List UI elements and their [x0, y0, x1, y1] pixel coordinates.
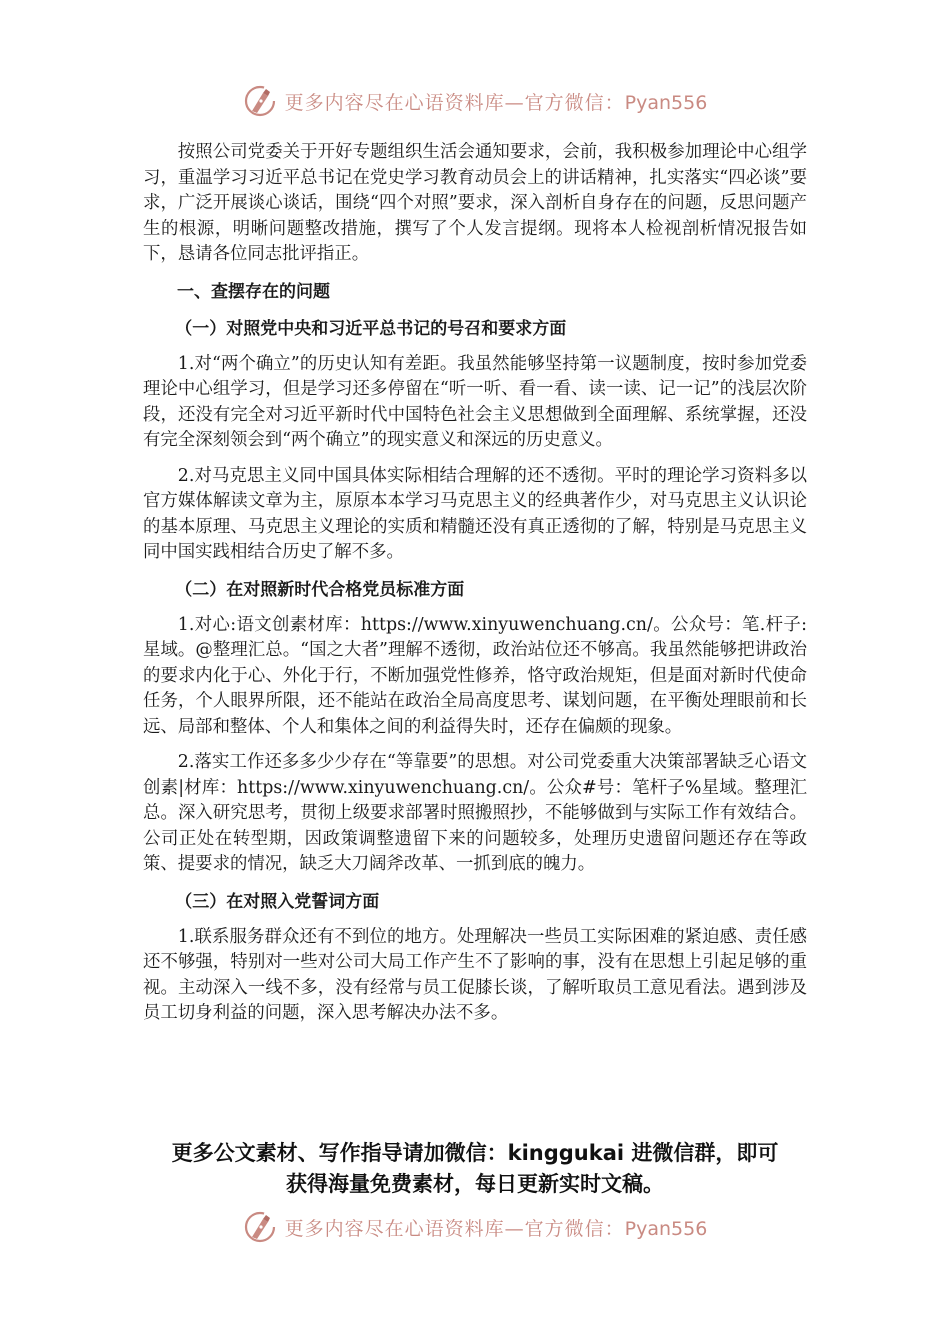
body-paragraph: 2.对马克思主义同中国具体实际相结合理解的还不透彻。平时的理论学习资料多以官方媒体解读文章为主，原原本本学习马克思主义的经典著作少，对马克思主义认识论的基本原理、马克思主义理论的实质和精髓还没有真正透彻的了解，特别是马克思主义同中国实践相结合历史了解不多。	[143, 465, 807, 562]
body-paragraph: 1.联系服务群众还有不到位的地方。处理解决一些员工实际困难的紧迫感、责任感还不够强，特别对一些对公司大局工作产生不了影响的事，没有在思想上引起足够的重视。主动深入一线不多，没有经常与员工促膝长谈，了解听取员工意见看法。遇到涉及员工切身利益的问题，深入思考解决办法不多。	[143, 926, 807, 1023]
body-paragraph: 1.对“两个确立”的历史认知有差距。我虽然能够坚持第一议题制度，按时参加党委理论中心组学习，但是学习还多停留在“听一听、看一看、读一读、记一记”的浅层次阶段，还没有完全对习近平新时代中国特色社会主义思想做到全面理解、系统掌握，还没有完全深刻领会到“两个确立”的现实意义和深远的历史意义。	[143, 353, 807, 450]
watermark-text: 更多内容尽在心语资料库—官方微信：Pyan556	[284, 91, 708, 114]
subsection-heading: （二）在对照新时代合格党员标准方面	[175, 579, 465, 600]
promo-line: 更多公文素材、写作指导请加微信：kinggukai 进微信群，即可	[171, 1141, 779, 1165]
promo-line: 获得海量免费素材，每日更新实时文稿。	[286, 1172, 664, 1196]
pen-nib-icon	[243, 1210, 277, 1244]
document-body	[143, 140, 807, 1027]
watermark-text: 更多内容尽在心语资料库—官方微信：Pyan556	[284, 1217, 708, 1240]
section-heading: 一、查摆存在的问题	[177, 281, 330, 302]
header-watermark	[0, 84, 950, 118]
footer-watermark	[0, 1210, 950, 1244]
subsection-heading: （三）在对照入党誓词方面	[175, 891, 380, 912]
body-paragraph: 2.落实工作还多多少少存在“等靠要”的思想。对公司党委重大决策部署缺乏心语文创素|材库：https://www.xinyuwenchuang.cn/。公众#号：笔杆子%星域。整理汇总。深入研究思考，贯彻上级要求部署时照搬照抄，不能够做到与实际工作有效结合。公司正处在转型期，因政策调整遗留下来的问题较多，处理历史遗留问题还存在等政策、提要求的情况，缺乏大刀阔斧改革、一抓到底的魄力。	[143, 752, 807, 874]
intro-paragraph: 按照公司党委关于开好专题组织生活会通知要求，会前，我积极参加理论中心组学习，重温学习习近平总书记在党史学习教育动员会上的讲话精神，扎实落实“四必谈”要求，广泛开展谈心谈话，围绕“四个对照”要求，深入剖析自身存在的问题，反思问题产生的根源，明晰问题整改措施，撰写了个人发言提纲。现将本人检视剖析情况报告如下，恳请各位同志批评指正。	[143, 142, 807, 264]
promo-notice	[120, 1138, 830, 1200]
pen-nib-icon	[243, 84, 277, 118]
subsection-heading: （一）对照党中央和习近平总书记的号召和要求方面	[175, 318, 567, 339]
body-paragraph: 1.对心:语文创素材库：https://www.xinyuwenchuang.cn/。公众号：笔.杆子:星域。@整理汇总。“国之大者”理解不透彻，政治站位还不够高。我虽然能够把讲政治的要求内化于心、外化于行，不断加强党性修养，恪守政治规矩，但是面对新时代使命任务，个人眼界所限，还不能站在政治全局高度思考、谋划问题，在平衡处理眼前和长远、局部和整体、个人和集体之间的利益得失时，还存在偏颇的现象。	[143, 614, 807, 737]
